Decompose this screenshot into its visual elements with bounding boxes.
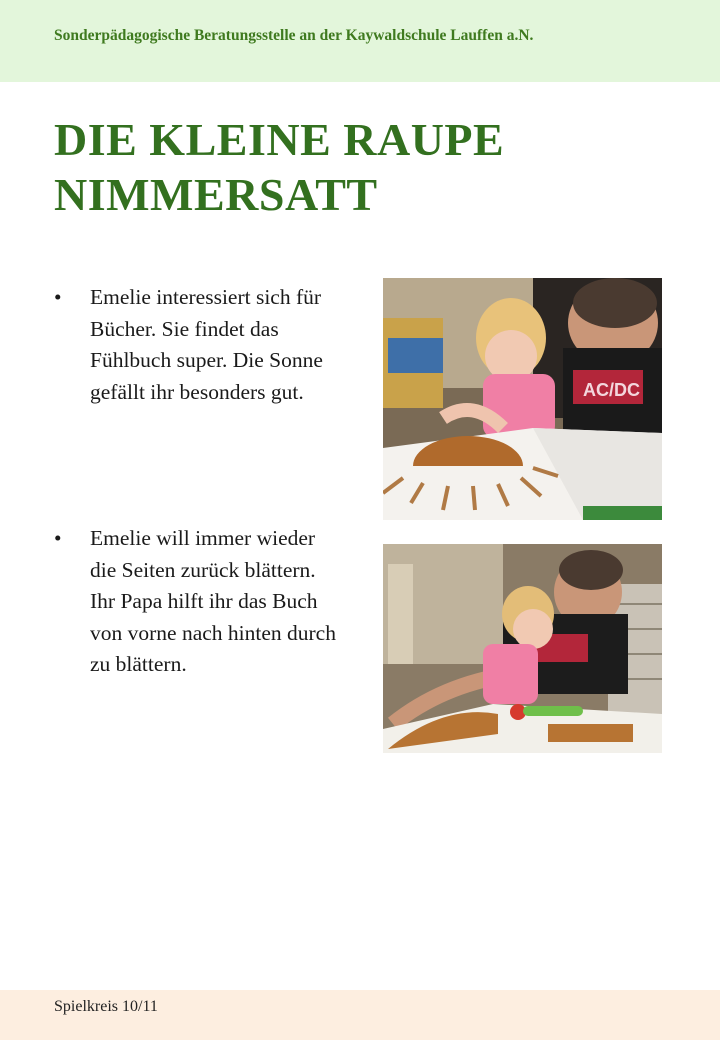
photo-reading-sun-page [383, 278, 662, 520]
page-title [54, 112, 674, 222]
title-line-2: NIMMERSATT [54, 169, 378, 220]
bullet-text: Emelie interessiert sich für Bücher. Sie findet das Fühlbuch super. Die Sonne gefällt ihr besonders gut. [90, 285, 323, 404]
bullet-marker: • [54, 526, 62, 550]
bullet-item-1 [54, 282, 344, 408]
bullet-text: Emelie will immer wieder die Seiten zurück blättern. Ihr Papa hilft ihr das Buch von vorne nach hinten durch zu blättern. [90, 526, 336, 676]
shirt-text: AC/DC [583, 380, 640, 400]
footer-band [0, 990, 720, 1040]
header-band [0, 0, 720, 82]
bullet-marker: • [54, 285, 62, 309]
photo-illustration [383, 278, 662, 520]
bullet-item-2 [54, 523, 344, 681]
photo-illustration [383, 544, 662, 753]
footer-text: Spielkreis 10/11 [54, 998, 158, 1015]
photo-turning-pages [383, 544, 662, 753]
title-line-1: DIE KLEINE RAUPE [54, 114, 505, 165]
header-text: Sonderpädagogische Beratungsstelle an der Kaywaldschule Lauffen a.N. [54, 27, 534, 44]
